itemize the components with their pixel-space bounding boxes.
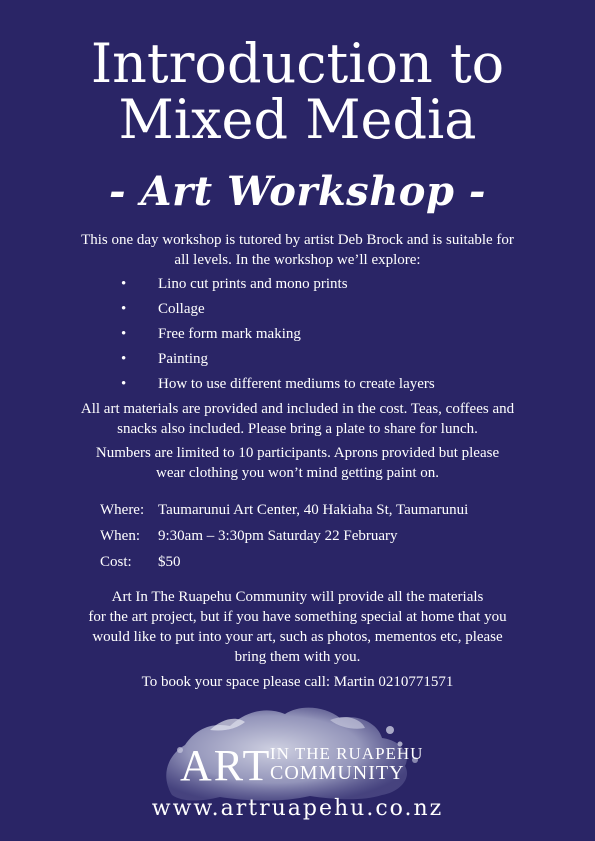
cost-value: $50 [158,554,181,570]
list-item-text: Painting [158,351,209,367]
title-line-1: Introduction to [90,32,505,95]
list-item-text: Lino cut prints and mono prints [158,276,348,292]
numbers-line-1: Numbers are limited to 10 participants. Aprons provided but please [95,445,500,461]
community-line-3: would like to put into your art, such as photos, mementos etc, please [92,629,503,645]
list-item [118,322,435,347]
list-item-text: How to use different mediums to create layers [158,376,435,392]
intro-line-1: This one day workshop is tutored by artist Deb Brock and is suitable for [81,232,514,248]
bullet-icon: • [121,301,127,317]
materials-line-2: snacks also included. Please bring a plate to share for lunch. [117,421,478,437]
where-label: Where: [100,502,145,518]
materials-paragraph [30,399,565,439]
when-label: When: [100,528,140,544]
list-item-text: Free form mark making [158,326,301,342]
when-row [100,526,468,552]
when-value: 9:30am – 3:30pm Saturday 22 February [158,528,398,544]
where-row [100,500,468,526]
intro-paragraph [30,230,565,270]
bullet-icon: • [121,326,127,342]
art-ruapehu-logo [150,700,450,805]
list-item [118,297,435,322]
website-link[interactable]: www.artruapehu.co.nz [151,796,444,821]
list-item [118,347,435,372]
list-item [118,372,435,397]
subtitle: - Art Workshop - [109,168,486,215]
bullet-icon: • [121,376,127,392]
materials-line-1: All art materials are provided and included in the cost. Teas, coffees and [80,401,515,417]
bullet-icon: • [121,351,127,367]
logo-in-the-text: IN THE RUAPEHU [270,744,424,763]
list-item-text: Collage [158,301,205,317]
logo-community-text: COMMUNITY [270,762,405,784]
cost-row [100,552,468,578]
list-item [118,272,435,297]
cost-label: Cost: [100,554,132,570]
explore-list [118,272,435,397]
community-paragraph [30,587,565,667]
where-value: Taumarunui Art Center, 40 Hakiaha St, Taumarunui [158,502,469,518]
numbers-paragraph [30,443,565,483]
numbers-line-2: wear clothing you won’t mind getting paint on. [155,465,439,481]
community-line-4: bring them with you. [234,649,361,665]
intro-line-2: all levels. In the workshop we’ll explore: [174,252,421,268]
community-line-1: Art In The Ruapehu Community will provide all the materials [111,589,484,605]
logo-art-text: ART [180,741,272,790]
title [0,32,595,151]
title-line-2: Mixed Media [118,88,477,151]
community-line-2: for the art project, but if you have something special at home that you [88,609,507,625]
booking-line: To book your space please call: Martin 0210771571 [141,674,454,690]
event-details [100,500,468,578]
bullet-icon: • [121,276,127,292]
